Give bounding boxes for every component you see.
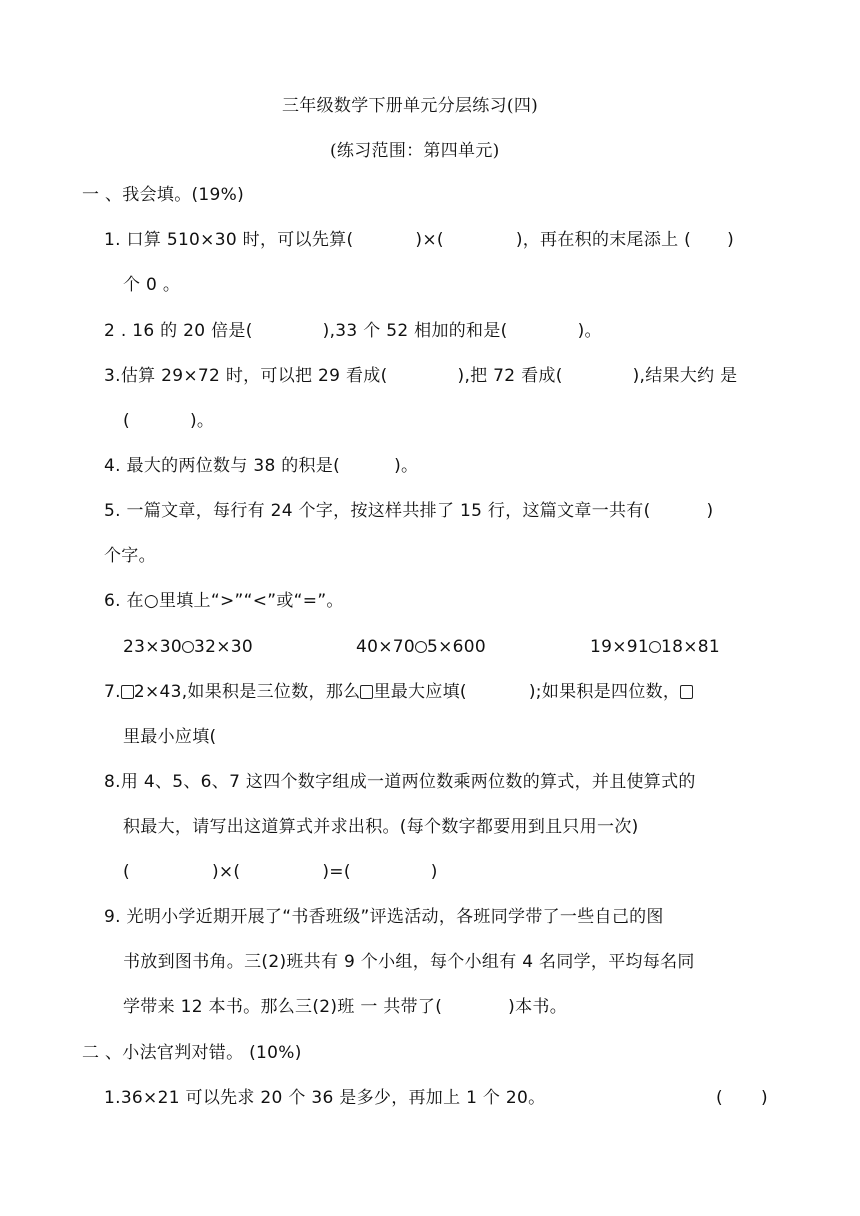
q1-text-b: )×( [415,230,444,250]
q9-line3-b: )本书。 [508,997,568,1017]
q7-text-c: 里最大应填( [373,682,467,702]
blank-square-icon [680,685,693,699]
judge-paren-open: ( [716,1088,723,1108]
section-1-heading: 一 、我会填。(19%) [82,185,245,205]
question-9-line2: 书放到图书角。三(2)班共有 9 个小组，每个小组有 4 名同学，平均每名同 [123,952,695,972]
question-4 [104,455,418,477]
judge-question-1-paren [716,1087,768,1109]
q7-text-b: 2×43,如果积是三位数，那么 [133,682,361,702]
question-8-line1: 8.用 4、5、6、7 这四个数字组成一道两位数乘两位数的算式，并且使算式的 [104,772,696,792]
q2-text-a: 2 . 16 的 20 倍是( [104,321,253,341]
compare-circle-icon [182,641,194,653]
q8-f2: )×( [211,862,241,882]
q2-text-c: )。 [577,321,602,341]
compare-3-right: 18×81 [661,637,721,657]
question-2 [104,320,602,342]
question-3-line2 [123,410,214,432]
question-9-line1: 9. 光明小学近期开展了“书香班级”评选活动，各班同学带了一些自己的图 [104,907,664,927]
compare-1-left: 23×30 [123,637,183,657]
compare-1-right: 32×30 [194,637,254,657]
question-6: 6. 在○里填上“>”“<”或“=”。 [104,591,344,611]
question-1 [104,229,734,251]
q9-line3-a: 学带来 12 本书。那么三(2)班 一 共带了( [123,997,443,1017]
q4-text-b: )。 [394,456,419,476]
question-5-line2: 个字。 [104,546,156,566]
page-subtitle: (练习范围：第四单元) [330,141,500,161]
q4-text-a: 4. 最大的两位数与 38 的积是( [104,456,341,476]
q3-text-b: ),把 72 看成( [457,366,563,386]
question-5 [104,500,713,522]
q1-text-a: 1. 口算 510×30 时，可以先算( [104,230,354,250]
section-2-heading: 二 、小法官判对错。 (10%) [82,1043,302,1063]
q7-text-a: 7. [104,682,121,702]
blank-square-icon [121,685,134,699]
q5-text-a: 5. 一篇文章，每行有 24 个字，按这样共排了 15 行，这篇文章一共有( [104,501,651,521]
q2-text-b: ),33 个 52 相加的和是( [322,321,508,341]
q3-text-c: ),结果大约 是 [632,366,738,386]
question-8-line2: 积最大，请写出这道算式并求出积。(每个数字都要用到且只用一次) [123,817,639,837]
question-7-line2: 里最小应填( [123,727,217,747]
compare-3 [590,636,720,658]
q1-text-c: )，再在积的末尾添上 ( [515,230,692,250]
compare-circle-icon [415,641,427,653]
compare-3-left: 19×91 [590,637,650,657]
question-7 [104,681,693,703]
judge-paren-close: ) [760,1088,768,1108]
question-1-line2: 个 0 。 [123,275,181,295]
compare-2-right: 5×600 [427,637,487,657]
judge-question-1: 1.36×21 可以先求 20 个 36 是多少，再加上 1 个 20。 [104,1088,546,1108]
blank-square-icon [360,685,373,699]
q5-text-b: ) [706,501,714,521]
compare-2 [356,636,486,658]
question-9-line3 [123,996,567,1018]
q7-text-d: );如果积是四位数， [528,682,681,702]
page-title: 三年级数学下册单元分层练习(四) [282,96,539,116]
q8-f4: ) [430,862,438,882]
question-3 [104,365,737,387]
q3-line2-a: ( [123,411,130,431]
compare-circle-icon [649,641,661,653]
q8-f3: )=( [322,862,351,882]
compare-1 [123,636,253,658]
q8-f1: ( [123,862,130,882]
q3-text-a: 3.估算 29×72 时，可以把 29 看成( [104,366,388,386]
compare-2-left: 40×70 [356,637,416,657]
q1-text-d: ) [727,230,735,250]
question-8-formula [123,861,438,883]
q3-line2-b: )。 [189,411,215,431]
